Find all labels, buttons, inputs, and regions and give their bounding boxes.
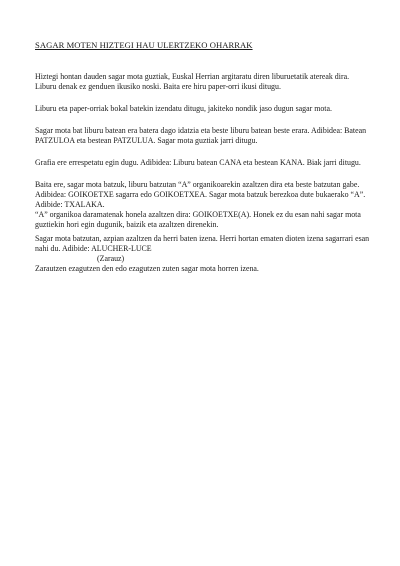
text-line: Zarautzen ezagutzen den edo ezagutzen zuten sagar mota horren izena. [35,264,259,273]
text-line: Sagar mota batzutan, azpian azaltzen da herri baten izena. Herri hortan ematen dioten izena sagarrari esan [35,234,370,243]
text-line: guztiekin hori egin dugunik, baizik eta azaltzen direnekin. [35,220,219,229]
paragraph-3 [35,126,370,146]
text-line: Hiztegi hontan dauden sagar mota guztiak, Euskal Herrian argitaratu diren liburuetatik atereak dira. [35,72,350,81]
text-line: Adibidea: GOIKOETXE sagarra edo GOIKOETXEA. Sagar mota batzuk berezkoa dute bukaerako “A”. [35,190,366,199]
text-line: Liburu denak ez genduen ikusiko noski. Baita ere hiru paper-orri ikusi ditugu. [35,82,281,91]
text-line: Liburu eta paper-orriak bokal batekin izendatu ditugu, jakiteko nondik jaso dugun sagar mota. [35,104,332,113]
paragraph-1 [35,72,370,92]
text-line: PATZULOA eta bestean PATZULUA. Sagar mota guztiak jarri ditugu. [35,136,258,145]
place-name-line: (Zarauz) [97,254,125,263]
paragraph-6 [35,234,370,274]
text-line: Grafia ere errespetatu egin dugu. Adibidea: Liburu batean CANA eta bestean KANA. Biak jarri ditugu. [35,158,361,167]
paragraph-5 [35,180,370,230]
text-line: Adibide: TXALAKA. [35,200,105,209]
paragraph-4 [35,158,370,168]
document-title: SAGAR MOTEN HIZTEGI HAU ULERTZEKO OHARRAK [35,40,253,50]
paragraph-2 [35,104,370,114]
text-line: nahi du. Adibide: ALUCHER-LUCE [35,244,152,253]
text-line: Baita ere, sagar mota batzuk, liburu batzutan “A” organikoarekin azaltzen dira eta beste batzutan gabe. [35,180,360,189]
text-line: “A” organikoa daramatenak honela azaltzen dira: GOIKOETXE(A). Honek ez du esan nahi sagar mota [35,210,361,219]
text-line: Sagar mota bat liburu batean era batera dago idatzia eta beste liburu batean beste erara. Adibidea: Batean [35,126,367,135]
